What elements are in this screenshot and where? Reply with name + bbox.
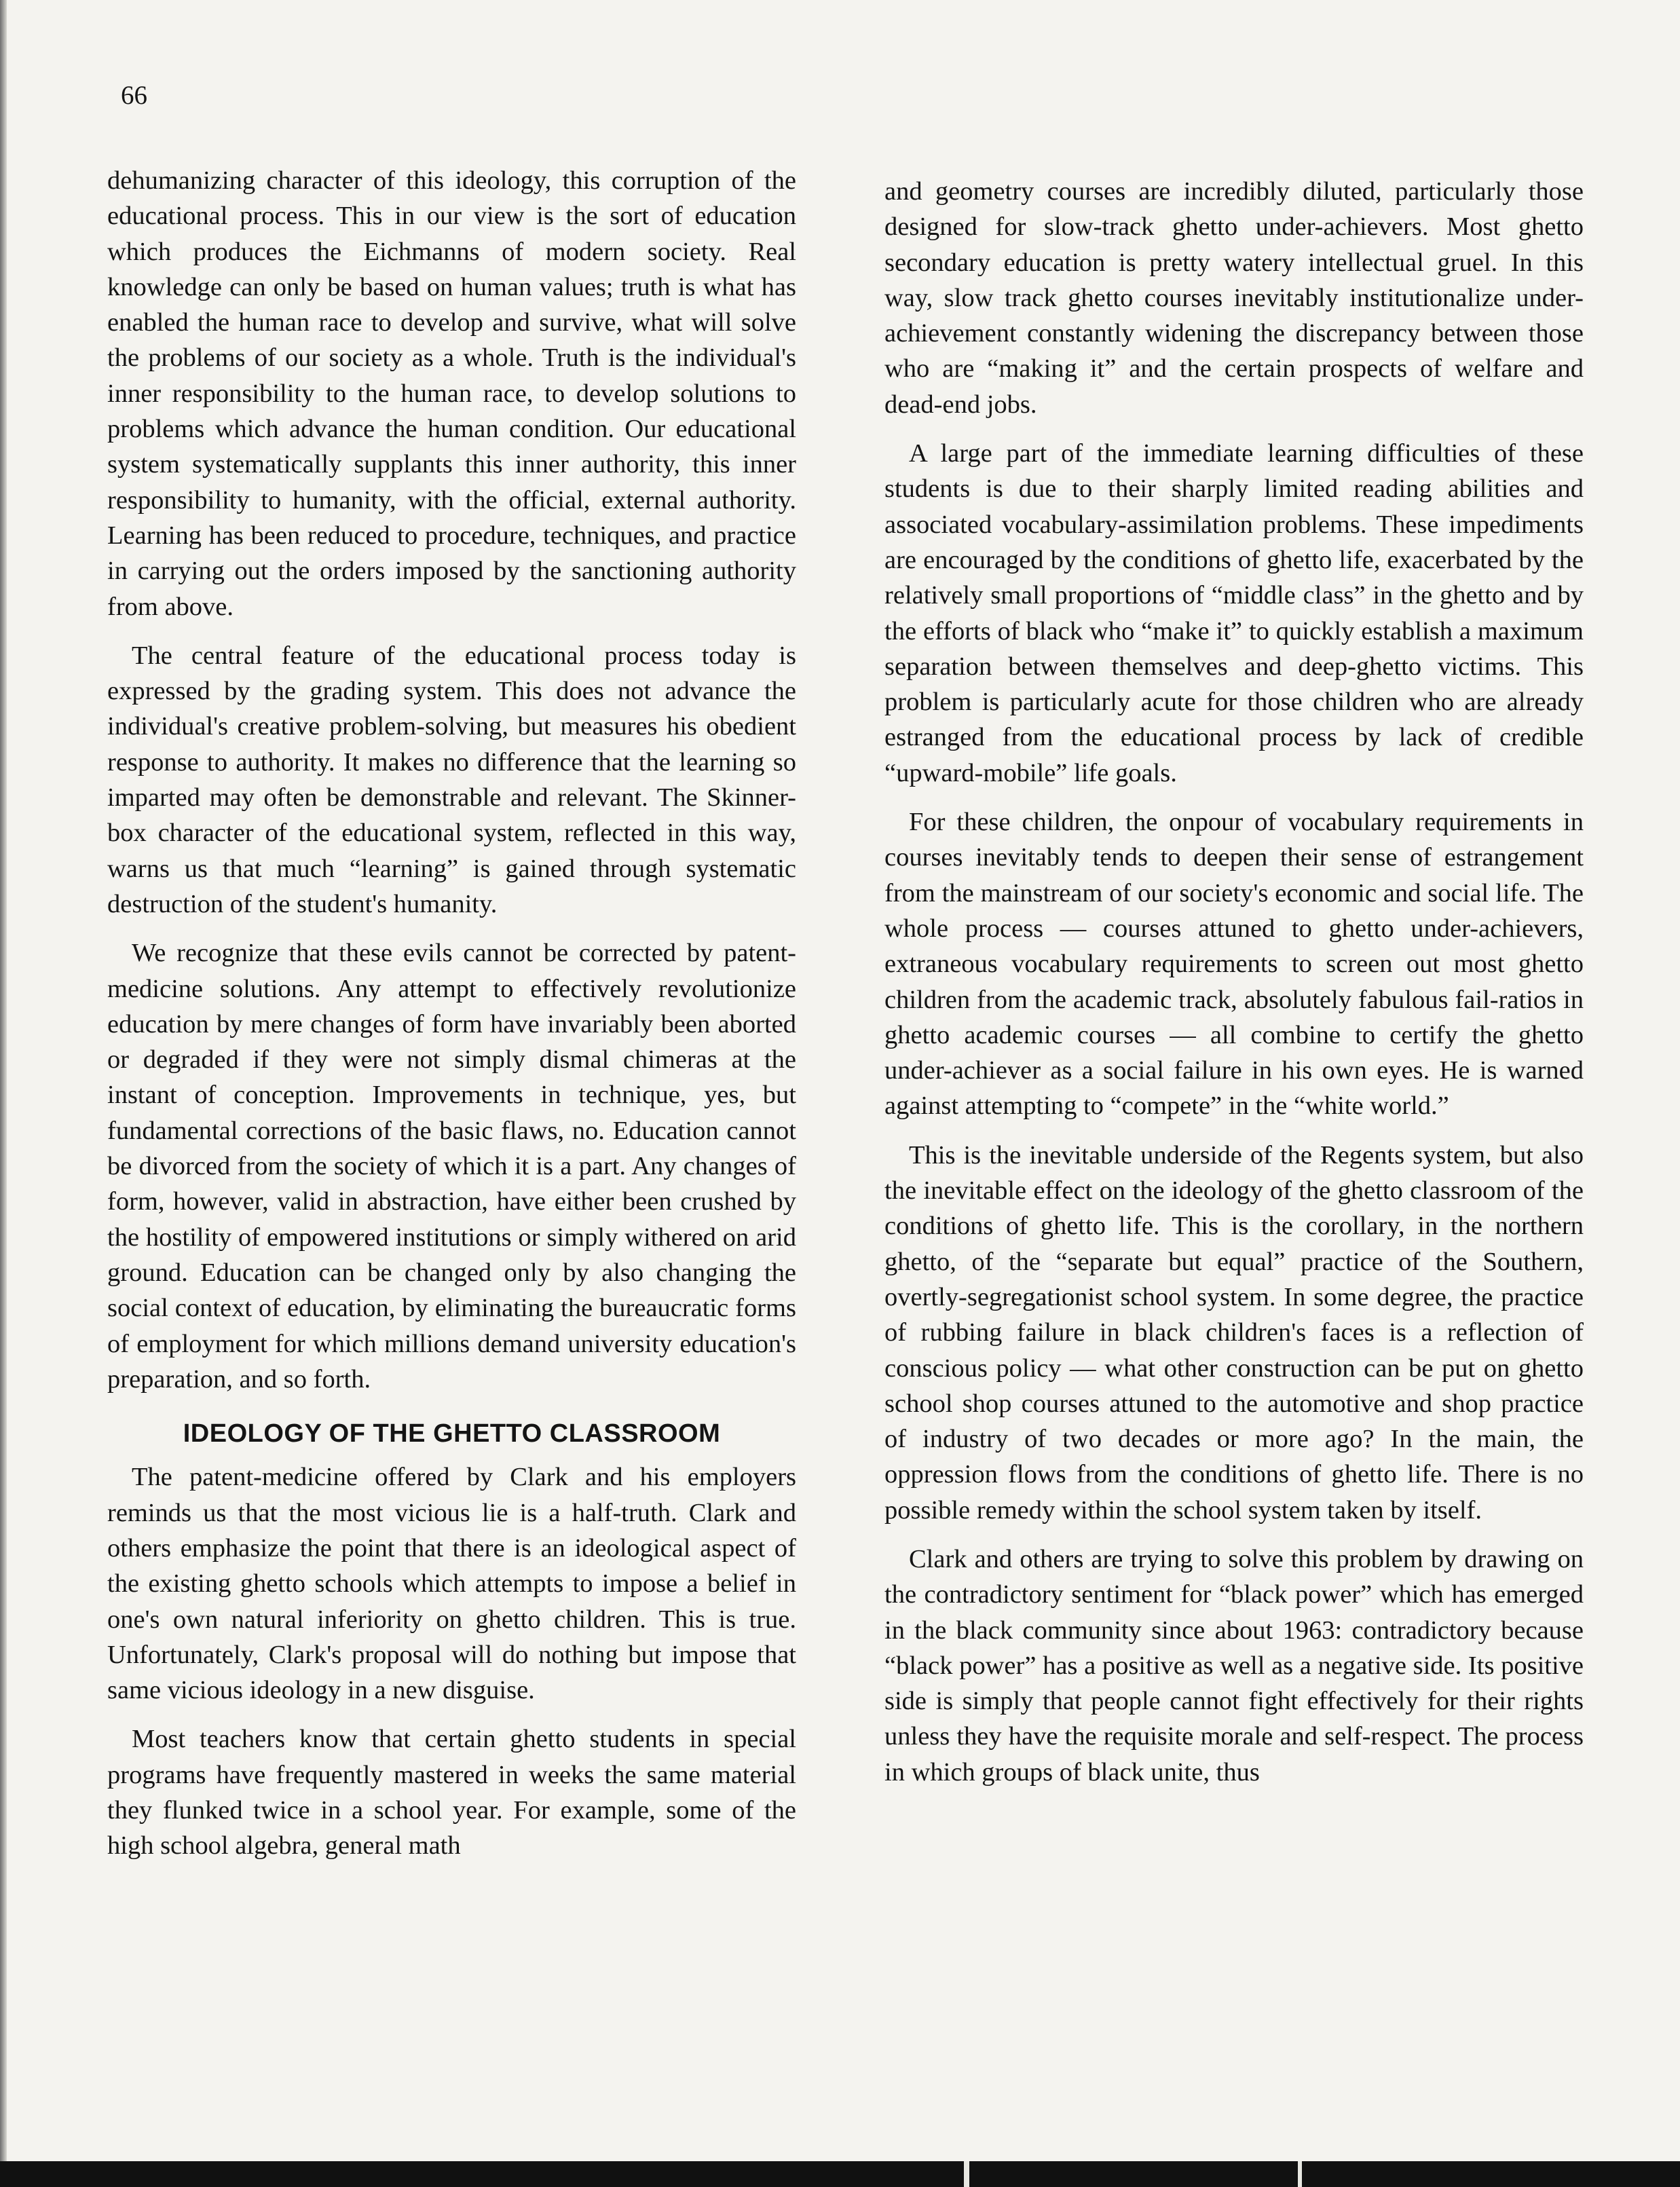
right-column [884,174,1584,1803]
page-number: 66 [121,81,147,110]
paragraph: The central feature of the educational process today is expressed by the grading system. This does not advance the individual's creative problem-solving, but measures his obedient response to authority. It makes no difference that the learning so imparted may often be demonstrable and relevant. The Skinner-box character of the educational system, reflected in this way, warns us that much “learning” is gained through systematic destruction of the student's humanity. [107,641,796,918]
scan-left-edge [0,0,7,2187]
paragraph: and geometry courses are incredibly diluted, particularly those designed for slow-track ghetto under-achievers. Most ghetto secondary education is pretty watery intellectual gruel. In this way, slow track ghetto courses inevitably institutionalize under-achievement constantly widening the discrepancy between those who are “making it” and the certain prospects of welfare and dead-end jobs. [884,177,1584,419]
paragraph: A large part of the immediate learning difficulties of these students is due to their sharply limited reading abilities and associated vocabulary-assimilation problems. These impediments are encouraged by the conditions of ghetto life, exacerbated by the relatively small proportions of “middle class” in the ghetto and by the efforts of black who “make it” to quickly establish a maximum separation between themselves and deep-ghetto victims. This problem is particularly acute for those children who are already estranged from the educational process by lack of credible “upward-mobile” life goals. [884,439,1584,787]
scan-bottom-border [0,2161,1680,2187]
left-column [107,163,796,1877]
scan-bottom-gap [1298,2161,1302,2187]
paragraph: Most teachers know that certain ghetto students in special programs have frequently mastered in weeks the same material they flunked twice in a school year. For example, some of the high school algebra, general math [107,1725,796,1861]
section-heading: IDEOLOGY OF THE GHETTO CLASSROOM [183,1419,721,1448]
paragraph: This is the inevitable underside of the Regents system, but also the inevitable effect on the ideology of the ghetto classroom of the conditions of ghetto life. This is the corollary, in the northern ghetto, of the “separate but equal” practice of the Southern, overtly-segregationist school system. In some degree, the practice of rubbing failure in black children's faces is a reflection of conscious policy — what other construction can be put on ghetto school shop courses attuned to the automotive and shop practice of industry of two decades or more ago? In the main, the oppression flows from the conditions of ghetto life. There is no possible remedy within the school system taken by itself. [884,1140,1584,1525]
paragraph: dehumanizing character of this ideology, this corruption of the educational process. This in our view is the sort of education which produces the Eichmanns of modern society. Real knowledge can only be based on human values; truth is what has enabled the human race to develop and survive, what will solve the problems of our society as a whole. Truth is the individual's inner responsibility to the human race, to develop solutions to problems which advance the human condition. Our educational system systematically supplants this inner authority, this inner responsibility to humanity, with the official, external authority. Learning has been reduced to procedure, techniques, and practice in carrying out the orders imposed by the sanctioning authority from above. [107,166,796,621]
paragraph: Clark and others are trying to solve this problem by drawing on the contradictory sentiment for “black power” which has emerged in the black community since about 1963: contradictory because “black power” has a positive as well as a negative side. Its positive side is simply that people cannot fight effectively for their rights unless they have the requisite morale and self-respect. The process in which groups of black unite, thus [884,1544,1584,1787]
paragraph: For these children, the onpour of vocabulary requirements in courses inevitably tends to deepen their sense of estrangement from the mainstream of our society's economic and social life. The whole process — courses attuned to ghetto under-achievers, extraneous vocabulary requirements to screen out most ghetto children from the academic track, absolutely fabulous fail-ratios in ghetto academic courses — all combine to certify the ghetto under-achiever as a social failure in his own eyes. He is warned against attempting to “compete” in the “white world.” [884,808,1584,1121]
paragraph: The patent-medicine offered by Clark and his employers reminds us that the most vicious lie is a half-truth. Clark and others emphasize the point that there is an ideological aspect of the existing ghetto schools which attempts to impose a belief in one's own natural inferiority on ghetto children. This is true. Unfortunately, Clark's proposal will do nothing but impose that same vicious ideology in a new disguise. [107,1463,796,1705]
paragraph: We recognize that these evils cannot be corrected by patent-medicine solutions. Any attempt to effectively revolutionize education by mere changes of form have invariably been aborted or degraded if they were not simply dismal chimeras at the instant of conception. Improvements in technique, yes, but fundamental corrections of the basic flaws, no. Education cannot be divorced from the society of which it is a part. Any changes of form, however, valid in abstraction, have either been crushed by the hostility of empowered institutions or simply withered on arid ground. Education can be changed only by also changing the social context of education, by eliminating the bureaucratic forms of employment for which millions demand university education's preparation, and so forth. [107,939,796,1394]
scan-bottom-gap [964,2161,969,2187]
